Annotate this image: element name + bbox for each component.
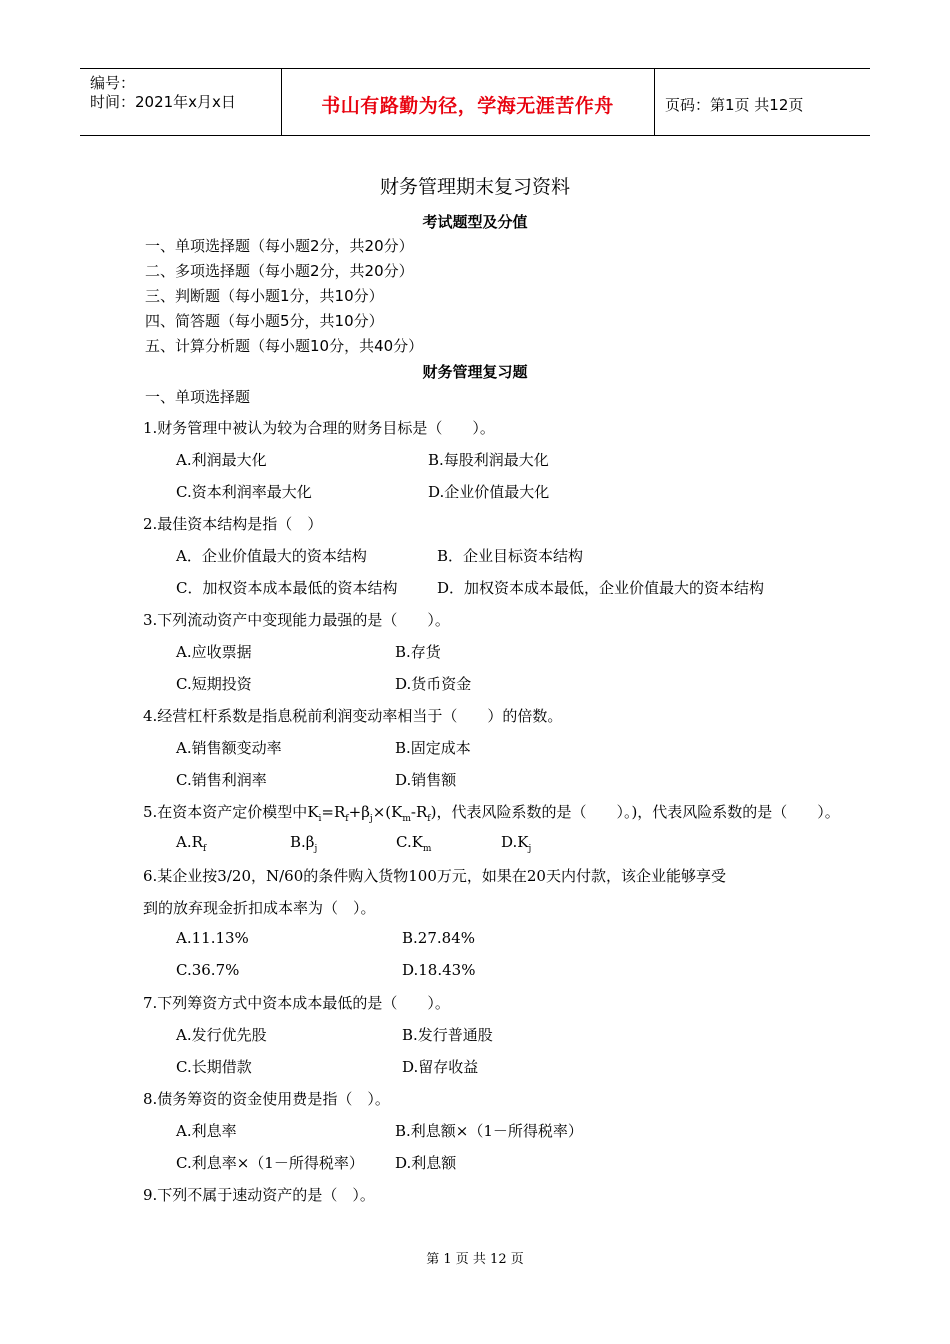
exam-format-item: 一、单项选择题（每小题2分，共20分） xyxy=(145,237,414,255)
question-2: 2.最佳资本结构是指（ ） xyxy=(143,515,323,533)
exam-format-heading: 考试题型及分值 xyxy=(422,213,528,231)
q5-text: )，代表风险系数的是（ ）。 xyxy=(631,803,840,821)
header-page-cell xyxy=(655,69,870,135)
question-1: 1.财务管理中被认为较为合理的财务目标是（ ）。 xyxy=(143,419,495,437)
question-6-line-2: 到的放弃现金折扣成本率为（ ）。 xyxy=(143,899,376,917)
exam-format-item: 二、多项选择题（每小题2分，共20分） xyxy=(145,262,414,280)
question-4: 4.经营杠杆系数是指息税前利润变动率相当于（ ）的倍数。 xyxy=(143,707,563,725)
header-motto-cell xyxy=(281,69,655,135)
q5-text: )，代表风险系数的是（ ）。 xyxy=(430,803,632,821)
option-a: A.销售额变动率 xyxy=(176,739,282,757)
option-b: B.每股利润最大化 xyxy=(428,451,549,469)
option-a: A.应收票据 xyxy=(176,643,252,661)
q5-text: 5.在资本资产定价模型中K xyxy=(143,803,319,821)
header-meta-cell xyxy=(80,69,282,135)
option-c: C.长期借款 xyxy=(176,1058,252,1076)
q5-text: +β xyxy=(348,803,370,821)
option-b: B.利息额×（1－所得税率） xyxy=(395,1122,583,1140)
subscript: j xyxy=(369,814,373,824)
page-footer: 第 1 页 共 12 页 xyxy=(426,1252,524,1267)
option-c: C.资本利润率最大化 xyxy=(176,483,312,501)
subscript: f xyxy=(427,814,431,824)
option-b: B．企业目标资本结构 xyxy=(437,547,584,565)
option-c: C.销售利润率 xyxy=(176,771,267,789)
document-title: 财务管理期末复习资料 xyxy=(379,176,570,198)
option-d: D．加权资本成本最低，企业价值最大的资本结构 xyxy=(437,579,765,597)
header-motto: 书山有路勤为径，学海无涯苦作舟 xyxy=(321,95,614,117)
option-c: C.36.7% xyxy=(176,961,240,979)
subscript: j xyxy=(528,844,532,854)
option-a: A.11.13% xyxy=(176,929,249,947)
header-page-info: 页码：第1页 共12页 xyxy=(665,96,804,114)
option-b: B.固定成本 xyxy=(395,739,471,757)
option-d: D.留存收益 xyxy=(402,1058,479,1076)
option-d: D.企业价值最大化 xyxy=(428,483,550,501)
option-b: B.存货 xyxy=(395,643,441,661)
question-7: 7.下列筹资方式中资本成本最低的是（ ）。 xyxy=(143,994,450,1012)
exam-format-item: 五、计算分析题（每小题10分，共40分） xyxy=(145,337,424,355)
subscript: m xyxy=(422,844,432,854)
option-text: C.K xyxy=(396,833,423,851)
option-d: D.利息额 xyxy=(395,1154,457,1172)
document-date: 时间：2021年x月x日 xyxy=(90,93,236,111)
option-c: C．加权资本成本最低的资本结构 xyxy=(176,579,398,597)
option-d: D.货币资金 xyxy=(395,675,472,693)
option-text: D.K xyxy=(501,833,529,851)
option-d xyxy=(501,833,531,854)
option-d: D.销售额 xyxy=(395,771,457,789)
option-a: A.发行优先股 xyxy=(176,1026,267,1044)
question-5 xyxy=(143,801,840,824)
option-b xyxy=(290,833,317,854)
option-c: C.短期投资 xyxy=(176,675,252,693)
subscript: f xyxy=(202,844,207,854)
option-a: A．企业价值最大的资本结构 xyxy=(176,547,367,565)
option-a xyxy=(176,833,206,854)
subscript: j xyxy=(314,844,318,854)
subscript: i xyxy=(318,814,322,824)
q5-text: -R xyxy=(410,803,428,821)
exam-format-item: 三、判断题（每小题1分，共10分） xyxy=(145,287,384,305)
option-text: B.β xyxy=(290,833,315,851)
question-9: 9.下列不属于速动资产的是（ ）。 xyxy=(143,1186,375,1204)
option-b: B.发行普通股 xyxy=(402,1026,493,1044)
option-a: A.利息率 xyxy=(176,1122,237,1140)
subscript: f xyxy=(345,814,349,824)
option-c xyxy=(396,833,431,854)
option-d: D.18.43% xyxy=(402,961,476,979)
document-header xyxy=(80,68,870,136)
subscript: m xyxy=(402,814,411,824)
document-code-label: 编号： xyxy=(90,74,136,92)
option-c: C.利息率×（1－所得税率） xyxy=(176,1154,364,1172)
exam-format-item: 四、简答题（每小题5分，共10分） xyxy=(145,312,384,330)
option-text: A.R xyxy=(176,833,203,851)
q5-text: =R xyxy=(321,803,346,821)
option-b: B.27.84% xyxy=(402,929,475,947)
question-6-line-1: 6.某企业按3/20，N/60的条件购入货物100万元，如果在20天内付款，该企业能够享受 xyxy=(143,867,726,885)
question-8: 8.债务筹资的资金使用费是指（ ）。 xyxy=(143,1090,390,1108)
q5-text: ×(K xyxy=(372,803,403,821)
review-heading: 财务管理复习题 xyxy=(422,363,528,381)
question-3: 3.下列流动资产中变现能力最强的是（ ）。 xyxy=(143,611,450,629)
section-label: 一、单项选择题 xyxy=(145,388,251,406)
option-a: A.利润最大化 xyxy=(176,451,267,469)
